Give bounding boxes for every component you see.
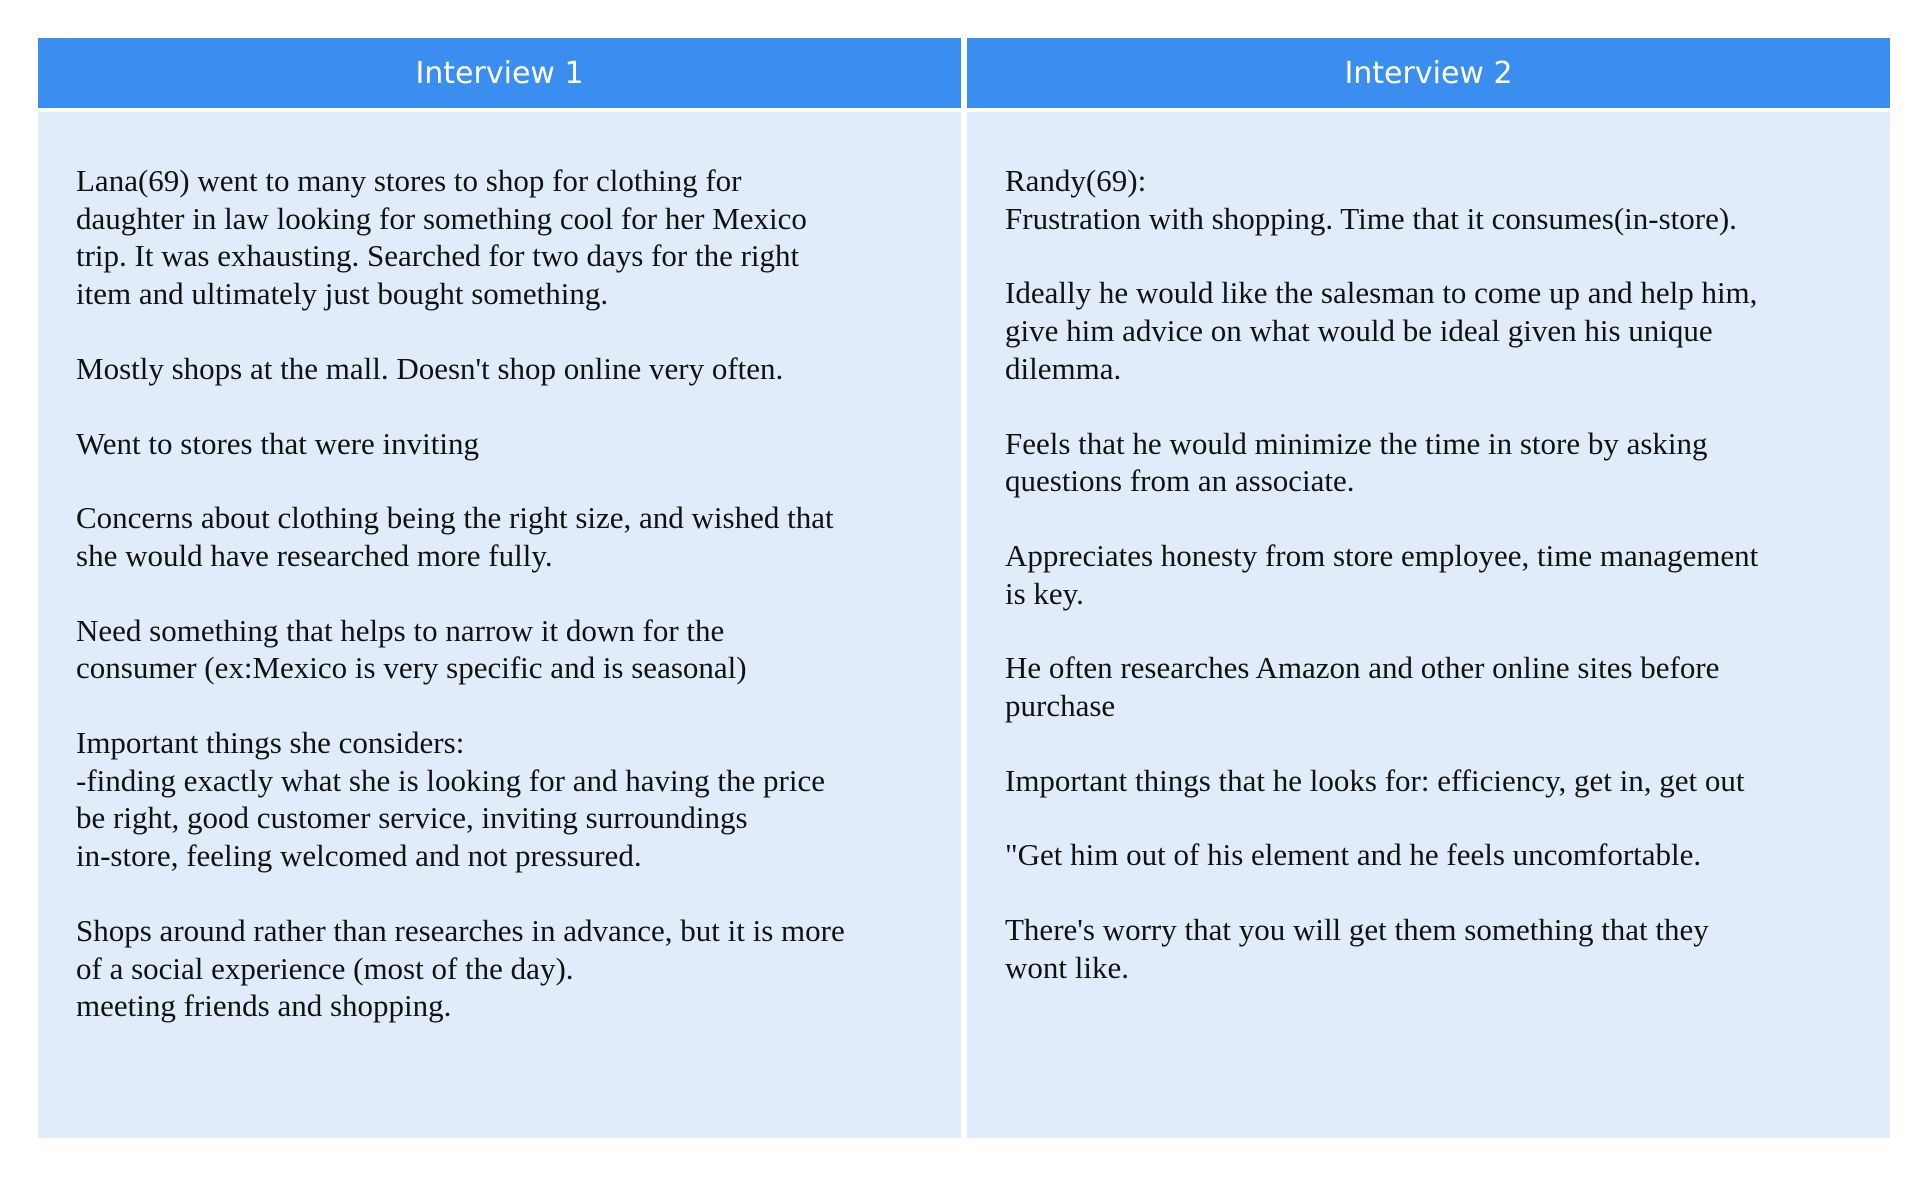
note-paragraph: Went to stores that were inviting [76, 425, 479, 461]
note-paragraph: There's worry that you will get them something that they wont like. [1005, 912, 1709, 985]
interview-2-header: Interview 2 [967, 38, 1890, 108]
interview-1-column [38, 38, 961, 1138]
note-paragraph: Important things that he looks for: efficiency, get in, get out [1005, 762, 1745, 798]
note-paragraph: He often researches Amazon and other online sites before purchase [1005, 650, 1720, 724]
note-paragraph: Feels that he would minimize the time in store by asking questions from an associate. [1005, 425, 1708, 499]
interview-1-header: Interview 1 [38, 38, 961, 108]
note-paragraph: Lana(69) went to many stores to shop for clothing for daughter in law looking for something cool for her Mexico trip. It was exhausting. Searched for two days for the right item and ultimately just bought something. [76, 163, 807, 312]
note-paragraph: "Get him out of his element and he feels uncomfortable. [1005, 837, 1702, 873]
note-paragraph: Appreciates honesty from store employee, time management is key. [1005, 537, 1759, 611]
interview-2-column [967, 38, 1890, 1138]
interview-table [38, 38, 1890, 1138]
note-paragraph: Important things she considers: -finding exactly what she is looking for and having the price be right, good customer service, inviting surroundings in-store, feeling welcomed and not pressured. [76, 725, 825, 874]
interview-2-notes [967, 112, 1890, 1138]
note-paragraph: Ideally he would like the salesman to come up and help him, give him advice on what would be ideal given his unique dilemma. [1005, 275, 1758, 386]
note-paragraph: Need something that helps to narrow it down for the consumer (ex:Mexico is very specific and is seasonal) [76, 612, 747, 686]
note-paragraph: Shops around rather than researches in advance, but it is more of a social experience (most of the day). meeting friends and shopping. [76, 912, 845, 1024]
note-paragraph: Concerns about clothing being the right size, and wished that she would have researched more fully. [76, 500, 834, 573]
interview-1-notes [38, 112, 961, 1138]
note-paragraph: Randy(69): Frustration with shopping. Time that it consumes(in-store). [1005, 163, 1737, 236]
note-paragraph: Mostly shops at the mall. Doesn't shop online very often. [76, 350, 784, 386]
